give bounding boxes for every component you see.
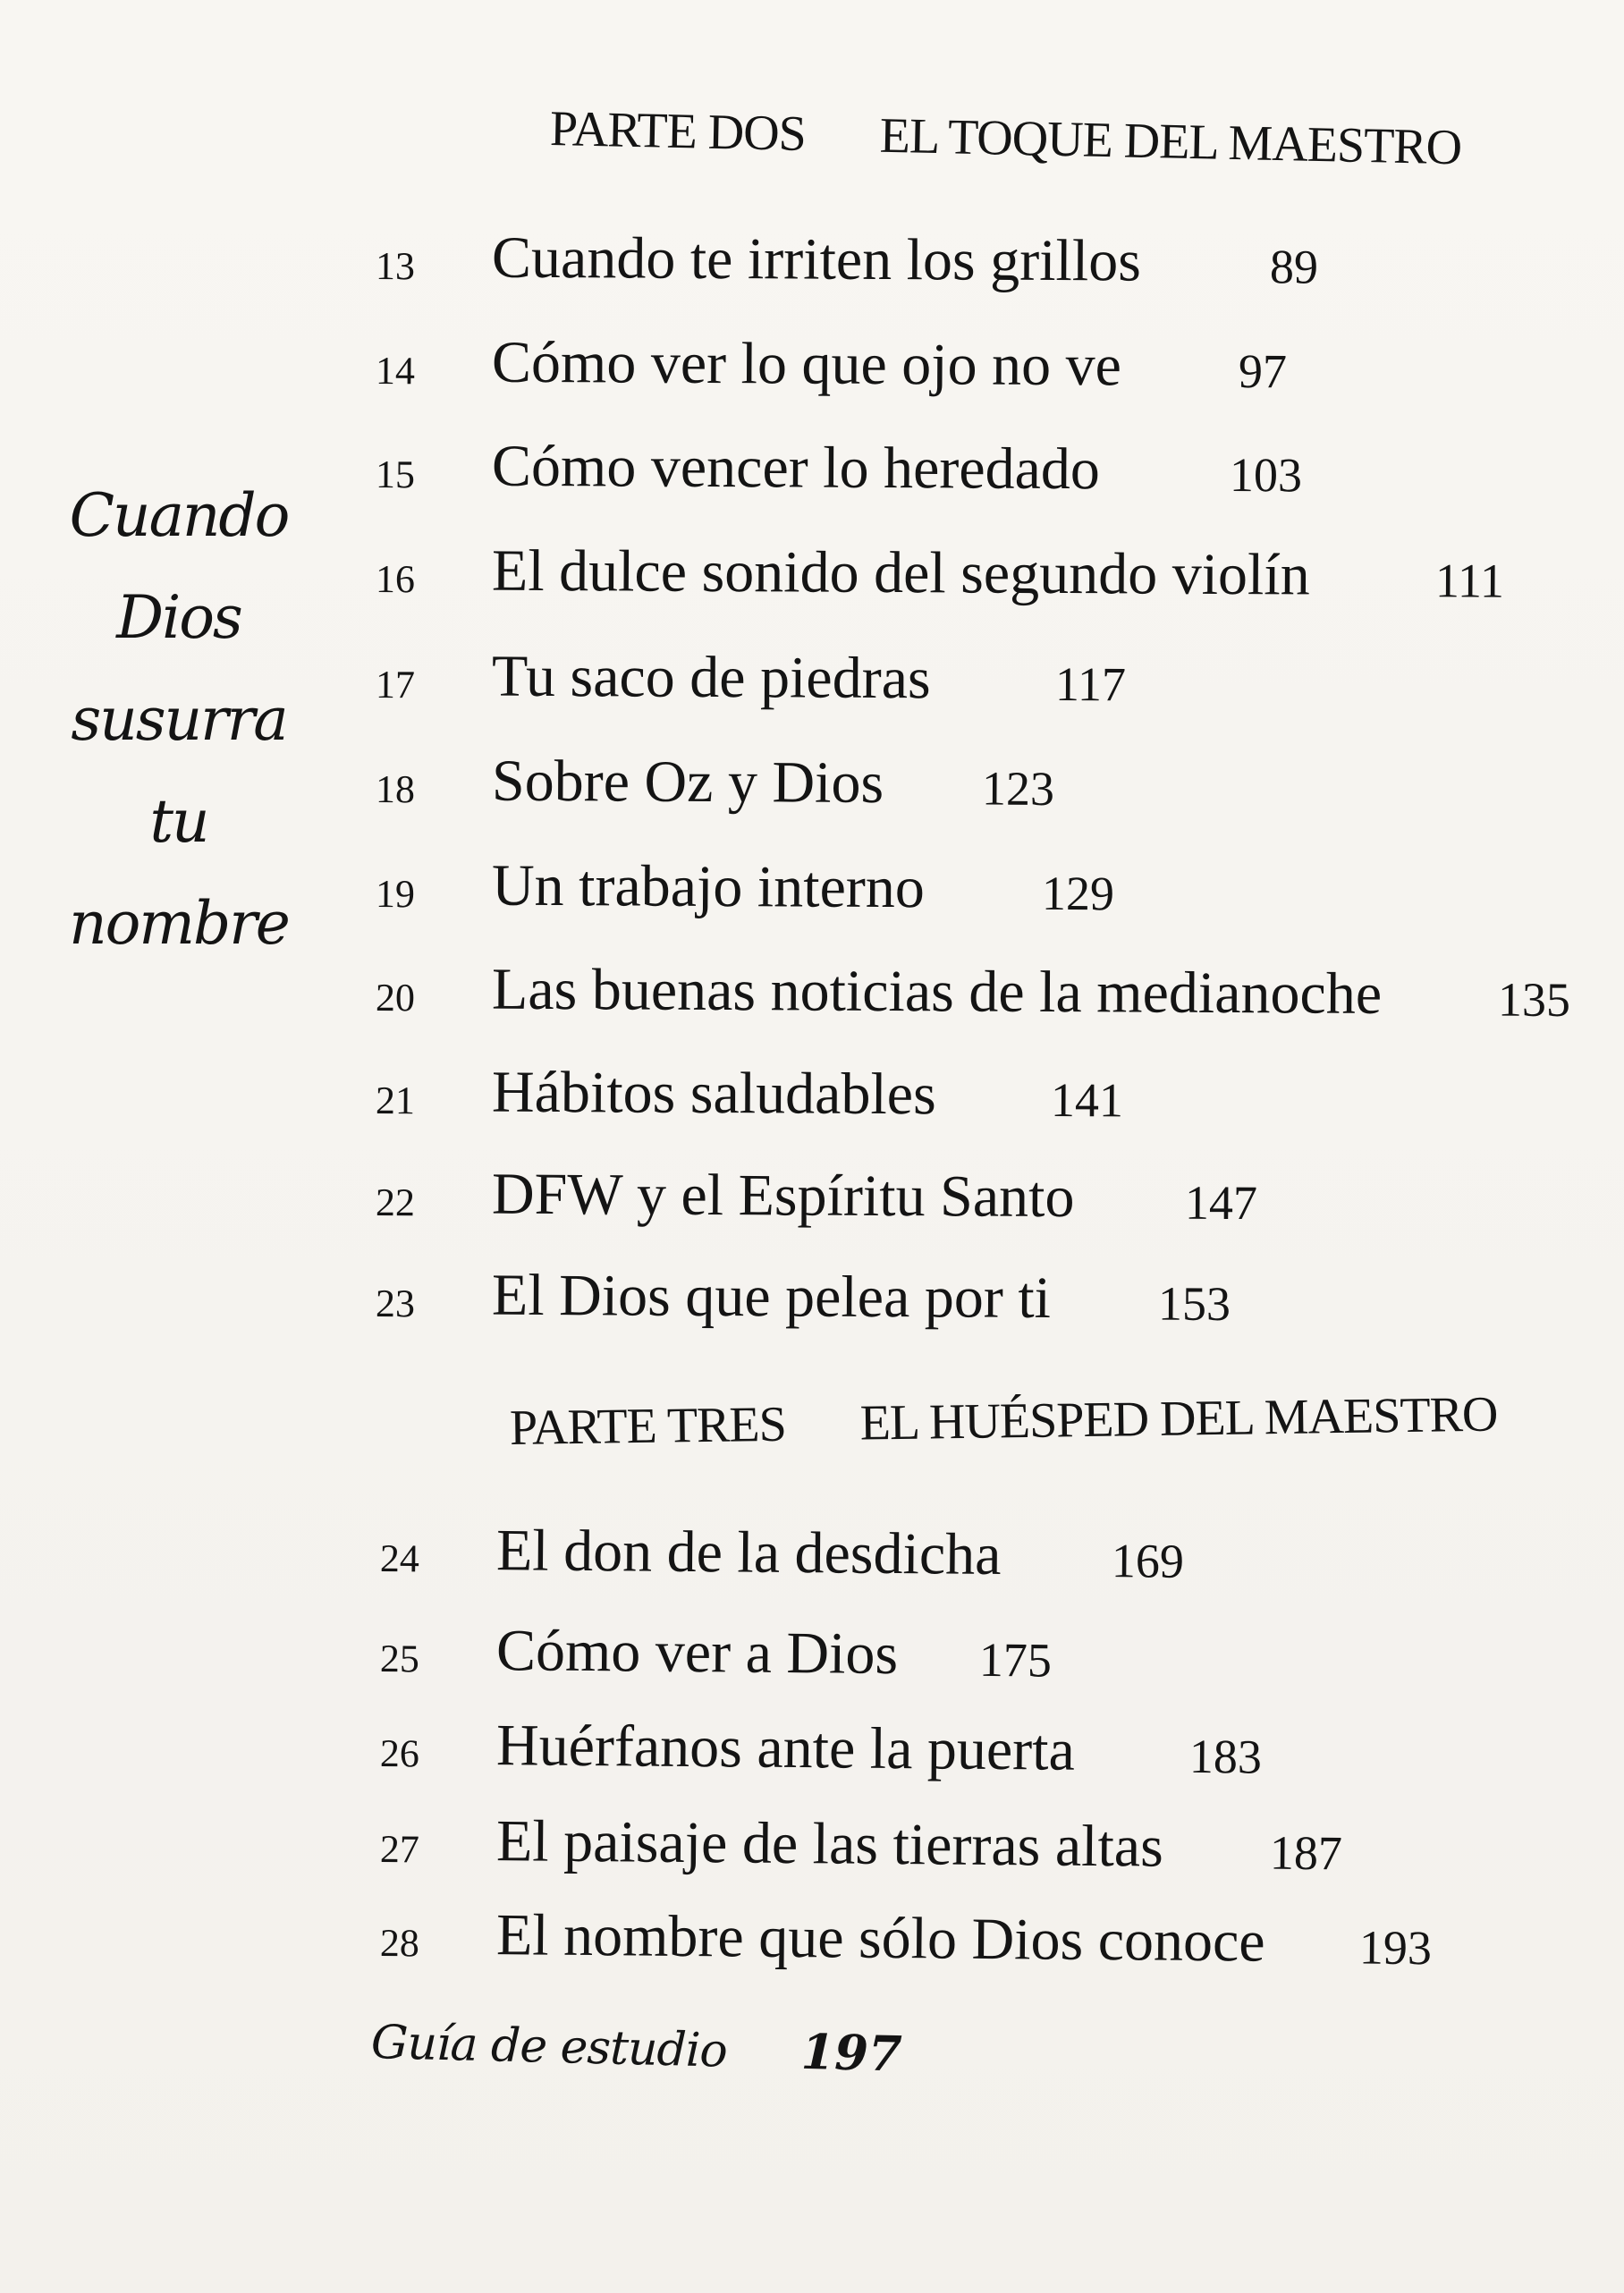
chapter-title: Las buenas noticias de la medianoche — [491, 956, 1383, 1027]
chapter-page: 153 — [1157, 1276, 1231, 1332]
chapter-number: 25 — [379, 1637, 420, 1681]
chapter-number: 20 — [375, 976, 416, 1020]
chapter-page: 111 — [1434, 554, 1505, 608]
chapter-title: El dulce sonido del segundo violín — [491, 537, 1310, 608]
chapter-page: 193 — [1358, 1920, 1433, 1976]
chapter-number: 13 — [375, 244, 416, 289]
chapter-number: 21 — [375, 1079, 416, 1123]
toc-entry[interactable] — [379, 1900, 1433, 1976]
chapter-number: 19 — [375, 872, 416, 917]
chapter-title: El paisaje de las tierras altas — [495, 1808, 1164, 1880]
chapter-title: Huérfanos ante la puerta — [495, 1713, 1076, 1783]
chapter-page: 97 — [1238, 344, 1288, 399]
chapter-title: El Dios que pelea por ti — [491, 1262, 1052, 1331]
chapter-title: Un trabajo interno — [491, 852, 926, 921]
chapter-number: 14 — [375, 349, 416, 393]
side-book-title — [63, 465, 295, 975]
toc-entry[interactable] — [379, 1806, 1343, 1881]
toc-entry[interactable] — [379, 1516, 1185, 1588]
chapter-number: 23 — [375, 1282, 416, 1326]
chapter-page: 117 — [1054, 656, 1127, 712]
chapter-page: 141 — [1050, 1072, 1124, 1128]
study-guide-page: 197 — [800, 2022, 903, 2083]
chapter-page: 147 — [1184, 1175, 1258, 1231]
chapter-title: Cómo ver lo que ojo no ve — [491, 329, 1122, 399]
chapter-number: 22 — [375, 1180, 416, 1225]
chapter-title: Cómo ver a Dios — [495, 1618, 899, 1688]
chapter-number: 16 — [375, 557, 416, 602]
chapter-page: 175 — [978, 1632, 1053, 1688]
chapter-title: Cuando te irriten los grillos — [491, 224, 1142, 294]
chapter-page: 169 — [1111, 1534, 1185, 1588]
chapter-page: 183 — [1188, 1729, 1263, 1784]
chapter-title: Tu saco de piedras — [491, 643, 931, 712]
study-guide-entry[interactable] — [370, 2012, 902, 2082]
chapter-page: 187 — [1269, 1825, 1343, 1881]
part-two-label: PARTE DOS — [549, 101, 807, 162]
chapter-number: 18 — [375, 767, 416, 812]
part-three-subtitle: EL HUÉSPED DEL MAESTRO — [859, 1386, 1498, 1451]
part-two-heading — [549, 100, 1461, 176]
chapter-page: 123 — [981, 761, 1055, 816]
side-title-word: tu — [149, 787, 208, 856]
side-title-word: Dios — [116, 583, 241, 652]
study-guide-label: Guía de estudio — [370, 2016, 728, 2078]
chapter-page: 135 — [1497, 972, 1571, 1027]
chapter-title: DFW y el Espíritu Santo — [491, 1161, 1075, 1231]
chapter-number: 26 — [379, 1731, 420, 1776]
chapter-number: 24 — [379, 1536, 420, 1581]
chapter-number: 17 — [375, 663, 416, 707]
side-title-word: Cuando — [69, 481, 289, 550]
part-three-heading — [510, 1386, 1498, 1457]
toc-entry[interactable] — [379, 1616, 1053, 1688]
chapter-number: 27 — [379, 1827, 420, 1872]
chapter-title: El nombre que sólo Dios conoce — [495, 1902, 1265, 1975]
part-two-subtitle: EL TOQUE DEL MAESTRO — [879, 107, 1462, 176]
chapter-page: 129 — [1041, 866, 1115, 921]
chapter-number: 15 — [375, 453, 416, 497]
part-three-label: PARTE TRES — [509, 1396, 787, 1456]
side-title-word: susurra — [71, 685, 287, 754]
chapter-page: 103 — [1229, 448, 1303, 503]
chapter-title: El don de la desdicha — [495, 1518, 1002, 1588]
chapter-number: 28 — [379, 1921, 420, 1966]
chapter-page: 89 — [1269, 240, 1319, 294]
chapter-title: Cómo vencer lo heredado — [491, 433, 1101, 503]
side-title-word: nombre — [69, 889, 289, 958]
chapter-title: Hábitos saludables — [491, 1059, 936, 1128]
toc-entry[interactable] — [379, 1711, 1263, 1784]
chapter-title: Sobre Oz y Dios — [491, 748, 884, 816]
